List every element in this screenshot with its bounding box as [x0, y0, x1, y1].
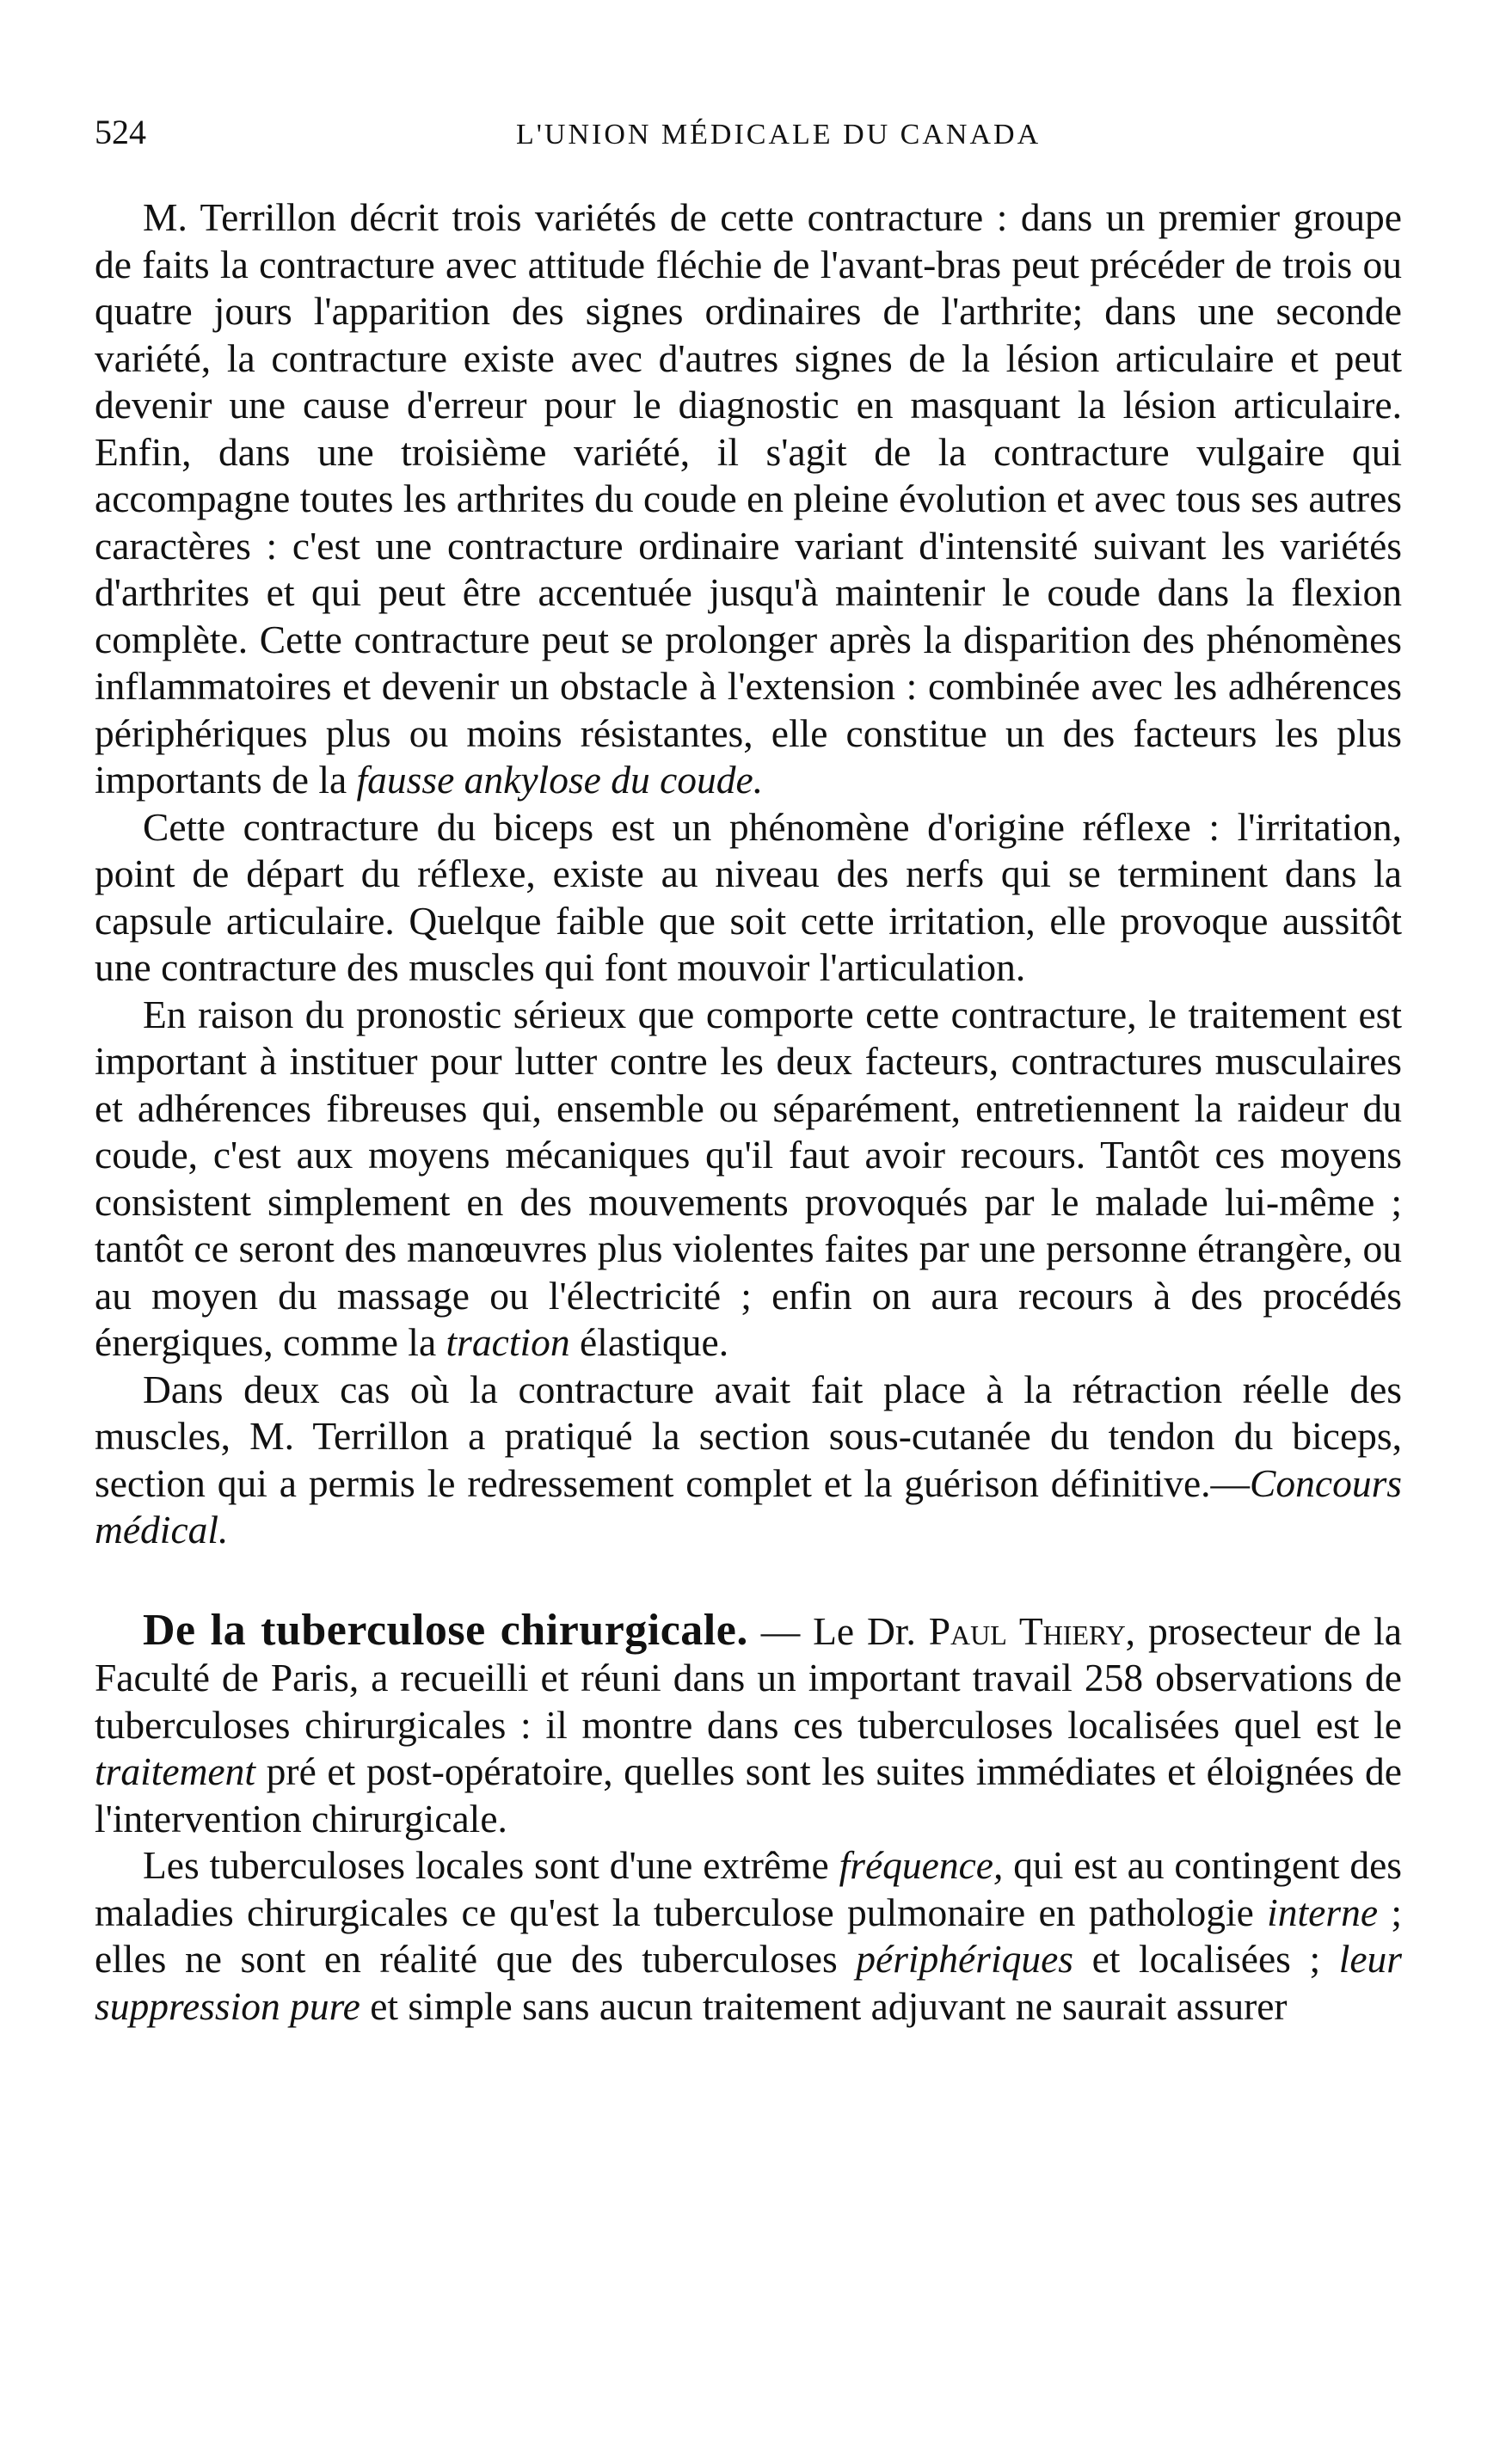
paragraph-4 — [95, 1367, 1402, 1554]
paragraph-2 — [95, 804, 1402, 992]
page-number: 524 — [95, 113, 146, 151]
section-2-p1-text: prosecteur de la Faculté de Paris, a recueilli et réuni dans un important travail 258 observations de tuberculoses chirurgicales : il montre dans ces tuberculoses localisées quel est le — [95, 1608, 1402, 1747]
section-2-p2-mid-2: ; elles ne sont en réalité que des tuberculoses — [95, 1890, 1402, 1981]
paragraph-4-italic: Concours médical. — [95, 1460, 1402, 1552]
section-2-p2-end: et simple sans aucun traitement adjuvant ne saurait assurer — [360, 1983, 1288, 2028]
section-author: Paul Thiery, — [928, 1608, 1136, 1653]
section-2-paragraph-1 — [95, 1607, 1402, 1843]
paragraph-1-text: M. Terrillon décrit trois variétés de cette contracture : dans un premier groupe de faits la contracture avec attitude fléchie de l'avant-bras peut précéder de trois ou quatre jours l'apparition des signes ordinaires de l'arthrite; dans une seconde variété, la contracture existe avec d'autres signes de la lésion articulaire et peut devenir une cause d'erreur pour le diagnostic en masquant la lésion articulaire. Enfin, dans une troisième variété, il s'agit de la contracture vulgaire qui accompagne toutes les arthrites du coude en pleine évolution et avec tous ses autres caractères : c'est une contracture ordinaire variant d'intensité suivant les variétés d'arthrites et qui peut être accentuée jusqu'à maintenir le coude dans la flexion complète. Cette contracture peut se prolonger après la disparition des phénomènes inflammatoires et devenir un obstacle à l'extension : combinée avec les adhérences périphériques plus ou moins résistantes, elle constitue un des facteurs les plus importants de la — [95, 195, 1402, 802]
section-2-p2-mid-3: et localisées ; — [1073, 1937, 1339, 1981]
paragraph-3-italic: traction — [446, 1320, 570, 1364]
paragraph-4-text: Dans deux cas où la contracture avait fait place à la rétraction réelle des muscles, M. Terrillon a pratiqué la section sous-cutanée du tendon du biceps, section qui a permis le redressement complet et la guérison définitive.— — [95, 1367, 1402, 1505]
page — [95, 112, 1402, 2030]
section-2-p2-italic-2: interne — [1267, 1890, 1379, 1934]
section-intro: — Le Dr. — [747, 1608, 929, 1653]
section-2-paragraph-2 — [95, 1842, 1402, 2030]
section-2-p2-italic-3: périphériques — [856, 1937, 1073, 1981]
paragraph-2-text: Cette contracture du biceps est un phénomène d'origine réflexe : l'irritation, point de départ du réflexe, existe au niveau des nerfs qui se terminent dans la capsule articulaire. Quelque faible que soit cette irritation, elle provoque aussitôt une contracture des muscles qui font mouvoir l'articulation. — [95, 804, 1402, 989]
section-tuberculose — [95, 1607, 1402, 2031]
paragraph-1-italic: fausse ankylose du coude. — [356, 758, 764, 802]
section-2-p2-mid: qui est au contingent des maladies chirurgicales ce qu'est la tuberculose pulmonaire en pathologie — [95, 1843, 1402, 1934]
paragraph-3-text-after: élastique. — [569, 1320, 729, 1364]
section-title: De la tuberculose chirurgicale. — [143, 1605, 748, 1655]
section-2-p2-italic-1: fréquence, — [839, 1843, 1004, 1887]
paragraph-1 — [95, 194, 1402, 804]
paragraph-3 — [95, 992, 1402, 1367]
page-header — [95, 112, 1402, 163]
paragraph-3-text: En raison du pronostic sérieux que comporte cette contracture, le traitement est important à instituer pour lutter contre les deux facteurs, contractures musculaires et adhérences fibreuses qui, ensemble ou séparément, entretiennent la raideur du coude, c'est aux moyens mécaniques qu'il faut avoir recours. Tantôt ces moyens consistent simplement en des mouvements provoqués par le malade lui-même ; tantôt ce seront des manœuvres plus violentes faites par une personne étrangère, ou au moyen du massage ou l'électricité ; enfin on aura recours à des procédés énergiques, comme la — [95, 992, 1402, 1364]
running-head: L'UNION MÉDICALE DU CANADA — [516, 119, 1042, 151]
section-2-p1-italic: traitement — [95, 1749, 256, 1793]
section-2-p1-after: pré et post-opératoire, quelles sont les suites immédiates et éloignées de l'intervention chirurgicale. — [95, 1749, 1402, 1841]
section-2-p2-text: Les tuberculoses locales sont d'une extrême — [143, 1843, 839, 1887]
section-2-p2-italic-4: leur suppression pure — [95, 1937, 1402, 2028]
